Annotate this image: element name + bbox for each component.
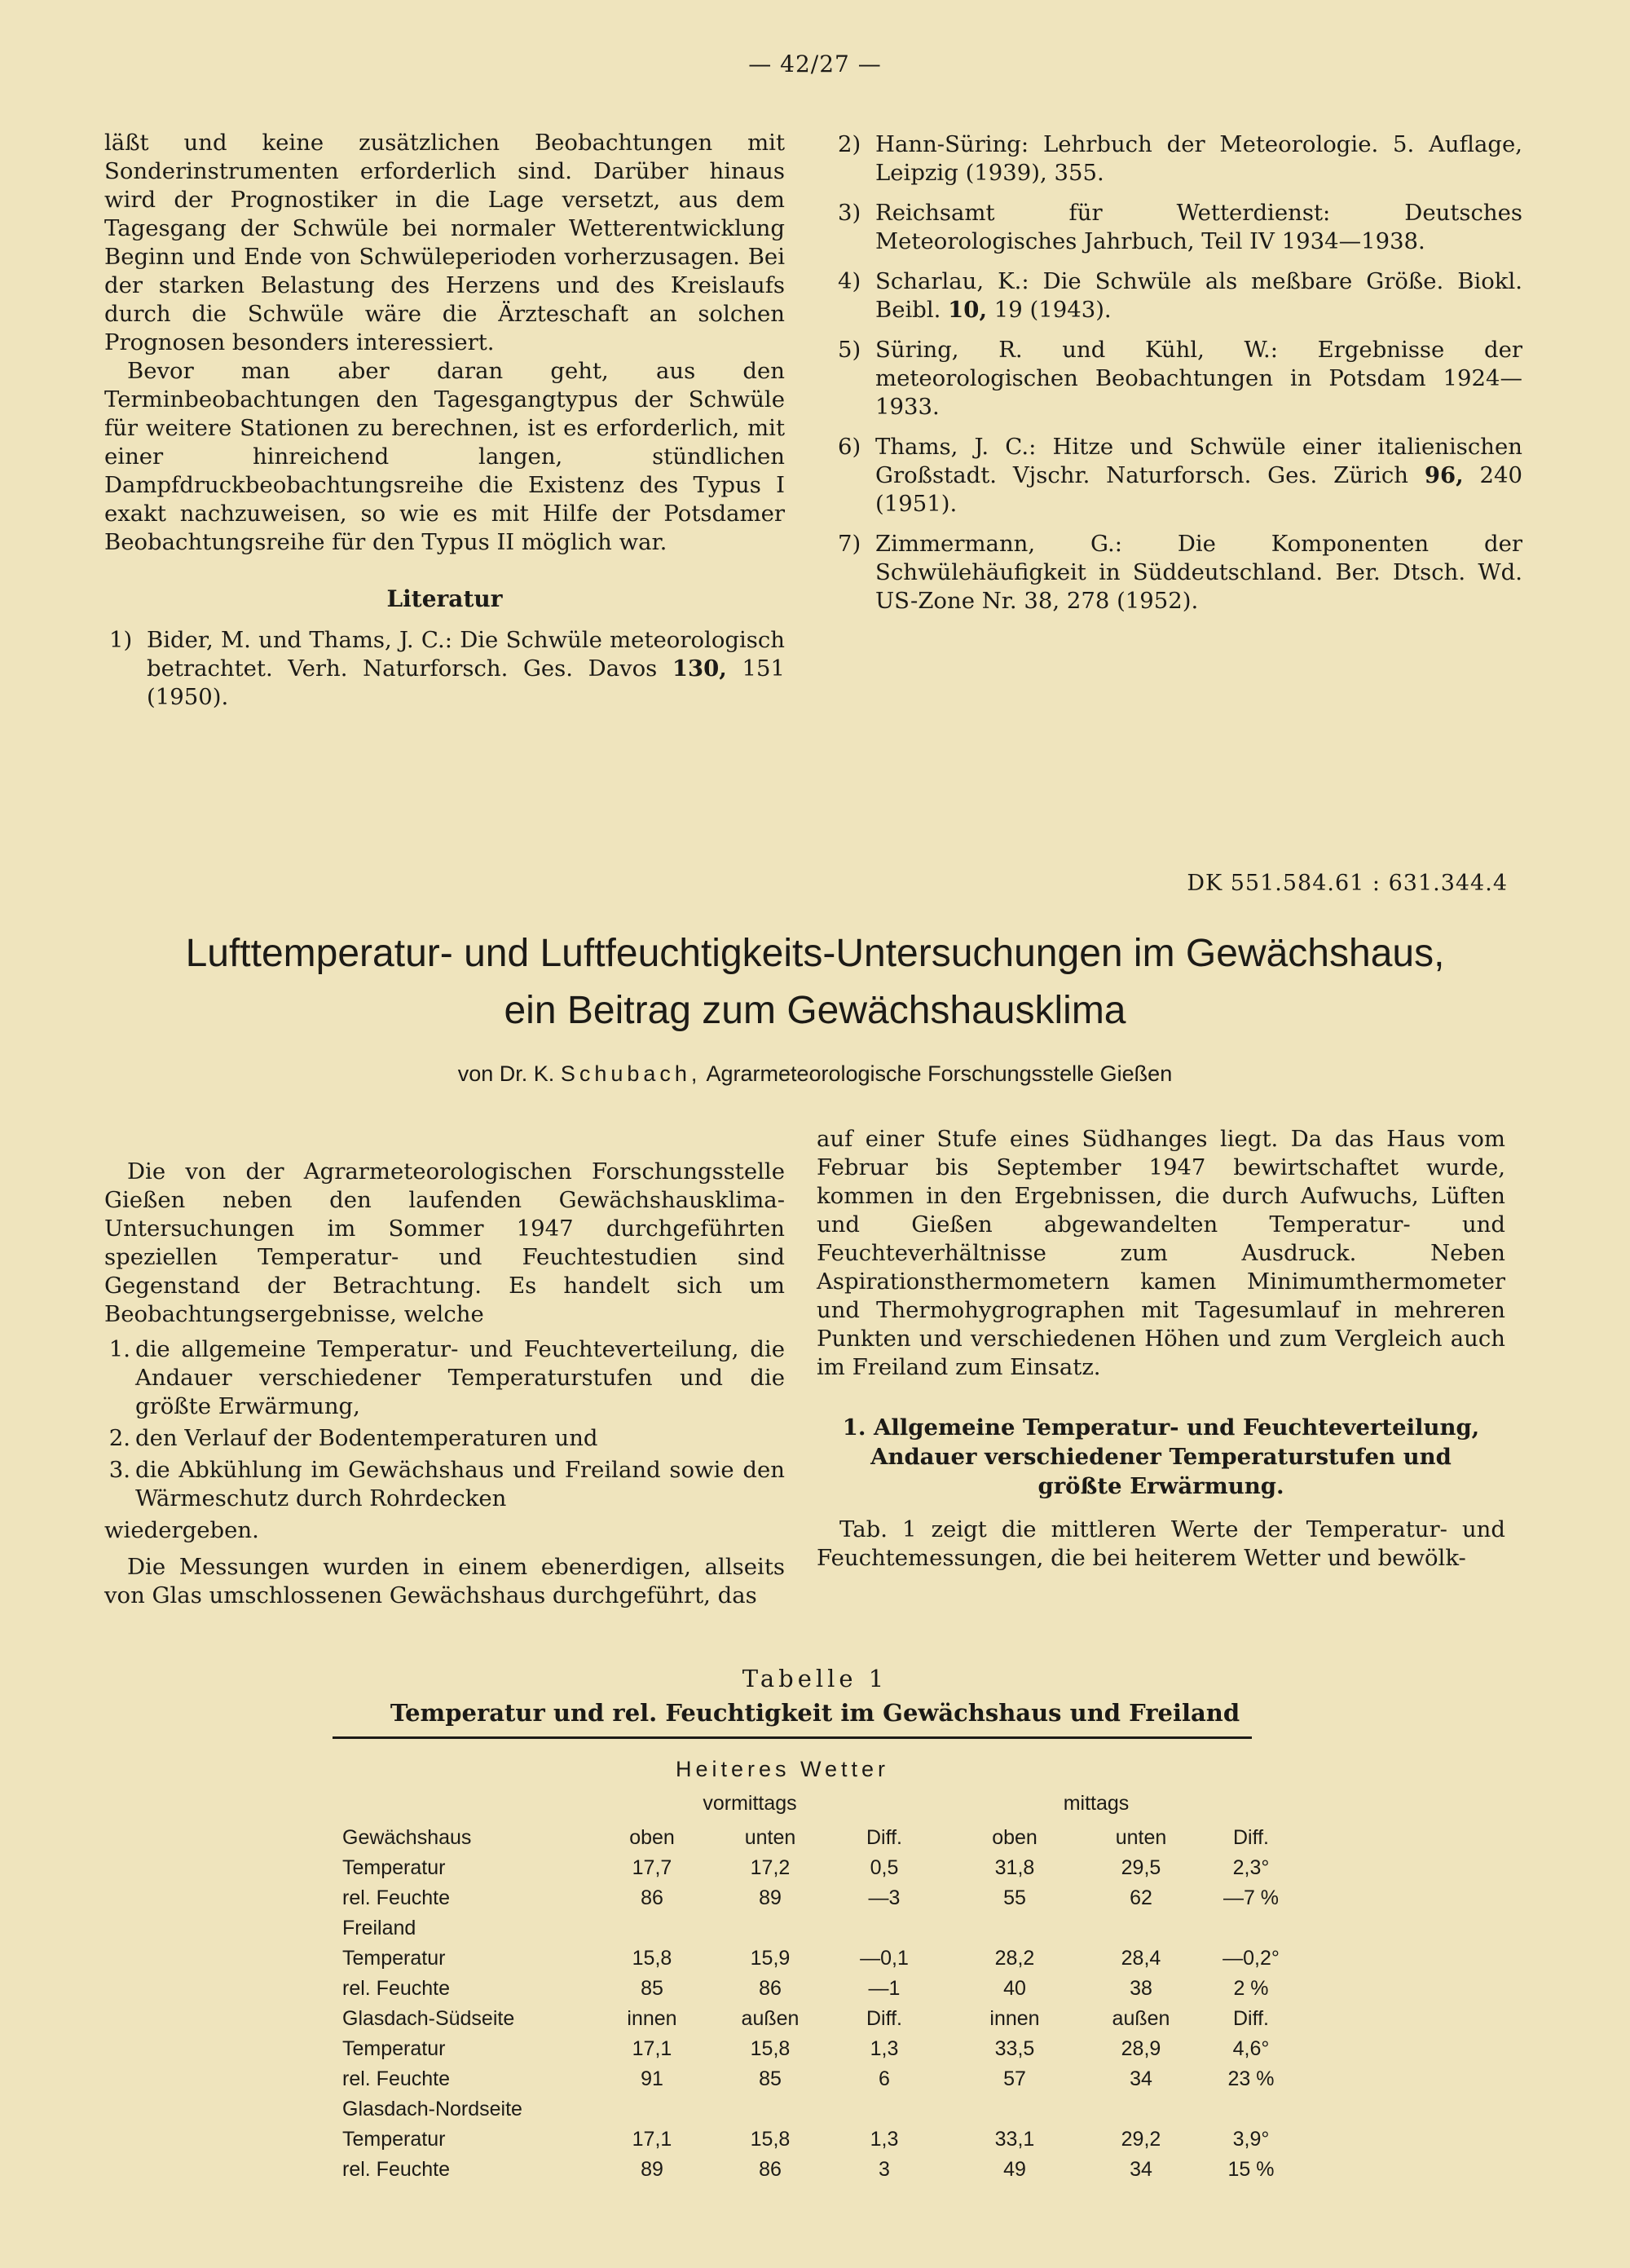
table-cell: unten bbox=[744, 1826, 796, 1849]
reference-item: 7) Zimmermann, G.: Die Komponenten der Schwülehäufigkeit in Süddeutschland. Ber. Dtsch. Wd. US-Zone Nr. 38, 278 (1952). bbox=[838, 531, 1522, 614]
table-cell bbox=[717, 2094, 823, 2125]
table-row bbox=[342, 1853, 1304, 1883]
table-cell: 17,2 bbox=[750, 1856, 791, 1879]
table-row bbox=[342, 2125, 1304, 2155]
reference-item: 2) Hann-Süring: Lehrbuch der Meteorologie. 5. Auflage, Leipzig (1939), 355. bbox=[838, 131, 1522, 186]
table-cell: oben bbox=[992, 1826, 1037, 1849]
row-label: Gewächshaus bbox=[342, 1826, 472, 1849]
table-cell bbox=[587, 2094, 717, 2125]
table-cell: 89 bbox=[759, 1886, 782, 1909]
table-cell: außen bbox=[1112, 2007, 1170, 2030]
table-cell: 29,2 bbox=[1121, 2128, 1161, 2151]
table-cell: 28,4 bbox=[1121, 1947, 1161, 1970]
article-title-line1: Lufttemperatur- und Luftfeuchtigkeits-Untersuchungen im Gewächshaus, bbox=[185, 932, 1445, 975]
row-label: rel. Feuchte bbox=[342, 1977, 451, 2000]
table-cell: 17,7 bbox=[632, 1856, 672, 1879]
table-cell: 85 bbox=[641, 1977, 663, 2000]
table-row bbox=[342, 2064, 1304, 2094]
table-cell bbox=[1084, 2094, 1198, 2125]
table-cell: 15,9 bbox=[750, 1947, 791, 1970]
row-label: Glasdach-Südseite bbox=[342, 2007, 515, 2030]
table-cell: 15,8 bbox=[750, 2037, 791, 2060]
table-row bbox=[342, 2094, 1304, 2125]
reference-list-right bbox=[838, 130, 1522, 616]
row-label: Temperatur bbox=[342, 2037, 446, 2060]
reference-item bbox=[109, 626, 785, 712]
body-right-column bbox=[817, 1125, 1505, 1573]
table-row bbox=[342, 1823, 1304, 1853]
table-cell: 15 % bbox=[1227, 2158, 1275, 2181]
literature-heading: Literatur bbox=[386, 585, 503, 612]
table-cell bbox=[823, 1913, 945, 1944]
table-cell: Diff. bbox=[866, 2007, 902, 2030]
table-rule bbox=[333, 1736, 1252, 1739]
table-cell: Diff. bbox=[1233, 1826, 1269, 1849]
table-cell: 1,3 bbox=[870, 2037, 899, 2060]
table-cell: außen bbox=[741, 2007, 800, 2030]
numbered-list bbox=[104, 1335, 785, 1513]
table-cell: 15,8 bbox=[632, 1947, 672, 1970]
reference-text: Bider, M. und Thams, J. C.: Die Schwüle meteorologisch betrachtet. Verh. Naturforsch. Ges. Davos 130, 151 (1950). bbox=[147, 627, 785, 710]
table-cell: 28,2 bbox=[994, 1947, 1035, 1970]
table-cell bbox=[587, 1913, 717, 1944]
row-label: rel. Feuchte bbox=[342, 2067, 451, 2090]
table-row bbox=[342, 2034, 1304, 2064]
table-cell: 40 bbox=[1003, 1977, 1026, 2000]
table-cell: 86 bbox=[759, 2158, 782, 2181]
table-cell: 33,1 bbox=[994, 2128, 1035, 2151]
row-label: Temperatur bbox=[342, 2128, 446, 2151]
table-cell: 31,8 bbox=[994, 1856, 1035, 1879]
table-cell: 86 bbox=[759, 1977, 782, 2000]
table-cell: Diff. bbox=[1233, 2007, 1269, 2030]
table-cell: unten bbox=[1115, 1826, 1167, 1849]
paragraph: auf einer Stufe eines Südhanges liegt. Da das Haus vom Februar bis September 1947 bewirtschaftet wurde, kommen in den Ergebnissen, die durch Aufwuchs, Lüften und Gießen abgewandelten Temperatur- und Feuchteverhältnisse zum Ausdruck. Neben Aspirationsthermometern kamen Minimumthermometer und Thermohygrographen mit Tagesumlauf in mehreren Punkten und verschiedenen Höhen und zum Vergleich auch im Freiland zum Einsatz. bbox=[817, 1126, 1505, 1380]
group-header-vormittags: vormittags bbox=[703, 1792, 797, 1815]
table-cell: —1 bbox=[868, 1977, 901, 2000]
table-cell: 0,5 bbox=[870, 1856, 899, 1879]
paragraph: wiedergeben. bbox=[104, 1517, 259, 1543]
weather-heading: Heiteres Wetter bbox=[675, 1757, 890, 1781]
table-cell: innen bbox=[627, 2007, 677, 2030]
author-institution: Agrarmeteorologische Forschungsstelle Gießen bbox=[706, 1061, 1173, 1086]
table-cell: 49 bbox=[1003, 2158, 1026, 2181]
table-cell: 23 % bbox=[1227, 2067, 1275, 2090]
reference-item: 3) Reichsamt für Wetterdienst: Deutsches Meteorologisches Jahrbuch, Teil IV 1934—1938. bbox=[838, 200, 1522, 254]
table-cell bbox=[717, 1913, 823, 1944]
table-cell: Diff. bbox=[866, 1826, 902, 1849]
table-cell bbox=[1084, 1913, 1198, 1944]
article-title-line2: ein Beitrag zum Gewächshausklima bbox=[504, 989, 1126, 1032]
table-cell: 38 bbox=[1130, 1977, 1152, 2000]
table-cell: —0,2° bbox=[1222, 1947, 1280, 1970]
table-cell: 17,1 bbox=[632, 2128, 672, 2151]
table-cell: 28,9 bbox=[1121, 2037, 1161, 2060]
page-number: — 42/27 — bbox=[748, 51, 882, 77]
row-label: Freiland bbox=[342, 1917, 416, 1939]
table-body bbox=[342, 1823, 1304, 2185]
table-cell: 3 bbox=[879, 2158, 890, 2181]
list-item: 1. die allgemeine Temperatur- und Feuchteverteilung, die Andauer verschiedener Temperaturstufen und die größte Erwärmung, bbox=[108, 1336, 785, 1419]
left-top-column bbox=[104, 129, 785, 557]
table-row bbox=[342, 1944, 1304, 1974]
table-cell: 33,5 bbox=[994, 2037, 1035, 2060]
table-cell bbox=[945, 1913, 1084, 1944]
paragraph: Die Messungen wurden in einem ebenerdigen, allseits von Glas umschlossenen Gewächshaus durchgeführt, das bbox=[104, 1554, 785, 1608]
table-cell: 34 bbox=[1130, 2067, 1152, 2090]
table-cell: oben bbox=[629, 1826, 675, 1849]
table-cell: 85 bbox=[759, 2067, 782, 2090]
table-title: Temperatur und rel. Feuchtigkeit im Gewächshaus und Freiland bbox=[390, 1699, 1240, 1727]
paragraph: läßt und keine zusätzlichen Beobachtungen mit Sonderinstrumenten erforderlich sind. Darüber hinaus wird der Prognostiker in die Lage versetzt, aus dem Tagesgang der Schwüle bei normaler Wetterentwicklung Beginn und Ende von Schwüleperioden vorherzusagen. Bei der starken Belastung des Herzens und des Kreislaufs durch die Schwüle wäre die Ärzteschaft an solchen Prognosen besonders interessiert. bbox=[104, 130, 785, 355]
table-row bbox=[342, 1883, 1304, 1913]
group-header-mittags: mittags bbox=[1063, 1792, 1130, 1815]
author-name: Schubach, bbox=[560, 1061, 702, 1086]
reference-item: 6) Thams, J. C.: Hitze und Schwüle einer italienischen Großstadt. Vjschr. Naturforsch. Ges. Zürich 96, 240 (1951). bbox=[838, 434, 1522, 517]
author-line: von Dr. K. Schubach, Agrarmeteorologische Forschungsstelle Gießen bbox=[457, 1061, 1173, 1086]
table-cell: 29,5 bbox=[1121, 1856, 1161, 1879]
table-cell: 17,1 bbox=[632, 2037, 672, 2060]
table-cell bbox=[823, 2094, 945, 2125]
table-cell bbox=[945, 2094, 1084, 2125]
table-cell: 15,8 bbox=[750, 2128, 791, 2151]
row-label: rel. Feuchte bbox=[342, 2158, 451, 2181]
table-cell: 55 bbox=[1003, 1886, 1026, 1909]
paragraph: Die von der Agrarmeteorologischen Forschungsstelle Gießen neben den laufenden Gewächshausklima-Untersuchungen im Sommer 1947 durchgeführten speziellen Temperatur- und Feuchtestudien sind Gegenstand der Betrachtung. Es handelt sich um Beobachtungsergebnisse, welche bbox=[104, 1158, 785, 1327]
table-row bbox=[342, 1974, 1304, 2004]
table-cell: 3,9° bbox=[1232, 2128, 1270, 2151]
table-cell: 86 bbox=[641, 1886, 663, 1909]
dk-classification: DK 551.584.61 : 631.344.4 bbox=[1187, 871, 1508, 896]
row-label: Temperatur bbox=[342, 1856, 446, 1879]
section-heading: 1. Allgemeine Temperatur- und Feuchteverteilung, Andauer verschiedener Temperaturstufen und größte Erwärmung. bbox=[842, 1414, 1480, 1499]
table-cell: —3 bbox=[868, 1886, 901, 1909]
table-cell: 91 bbox=[641, 2067, 663, 2090]
paragraph: Tab. 1 zeigt die mittleren Werte der Temperatur- und Feuchtemessungen, die bei heiterem Wetter und bewölk- bbox=[817, 1516, 1505, 1571]
list-item: 2. den Verlauf der Bodentemperaturen und bbox=[108, 1425, 598, 1451]
row-label: rel. Feuchte bbox=[342, 1886, 451, 1909]
row-label: Glasdach-Nordseite bbox=[342, 2098, 522, 2120]
row-label: Temperatur bbox=[342, 1947, 446, 1970]
table-cell bbox=[1198, 1913, 1304, 1944]
body-left-column bbox=[104, 1158, 785, 1610]
table-cell: 57 bbox=[1003, 2067, 1026, 2090]
table-cell: 4,6° bbox=[1232, 2037, 1270, 2060]
paragraph: Bevor man aber daran geht, aus den Terminbeobachtungen den Tagesgangtypus der Schwüle für weitere Stationen zu berechnen, ist es erforderlich, mit einer hinreichend langen, stündlichen Dampfdruckbeobachtungsreihe die Existenz des Typus I exakt nachzuweisen, so wie es mit Hilfe der Potsdamer Beobachtungsreihe für den Typus II möglich war. bbox=[104, 358, 785, 555]
reference-item: 5) Süring, R. und Kühl, W.: Ergebnisse der meteorologischen Beobachtungen in Potsdam 1924—1933. bbox=[838, 337, 1522, 420]
table-caption: Tabelle 1 bbox=[742, 1665, 888, 1692]
table-row bbox=[342, 2155, 1304, 2185]
table-cell: innen bbox=[989, 2007, 1040, 2030]
table-cell: 89 bbox=[641, 2158, 663, 2181]
table-cell: 62 bbox=[1130, 1886, 1152, 1909]
table-cell: 2 % bbox=[1233, 1977, 1269, 2000]
table-cell bbox=[1198, 2094, 1304, 2125]
table-cell: —0,1 bbox=[860, 1947, 909, 1970]
table-cell: 6 bbox=[879, 2067, 890, 2090]
table-cell: —7 % bbox=[1222, 1886, 1280, 1909]
reference-item: 4) Scharlau, K.: Die Schwüle als meßbare Größe. Biokl. Beibl. 10, 19 (1943). bbox=[838, 268, 1522, 323]
table-row bbox=[342, 1913, 1304, 1944]
list-item: 3. die Abkühlung im Gewächshaus und Freiland sowie den Wärmeschutz durch Rohrdecken bbox=[108, 1457, 785, 1511]
data-table bbox=[342, 1823, 1304, 2185]
table-row bbox=[342, 2004, 1304, 2034]
reference-number: 1) bbox=[109, 627, 133, 653]
table-cell: 1,3 bbox=[870, 2128, 899, 2151]
table-cell: 34 bbox=[1130, 2158, 1152, 2181]
table-cell: 2,3° bbox=[1232, 1856, 1270, 1879]
